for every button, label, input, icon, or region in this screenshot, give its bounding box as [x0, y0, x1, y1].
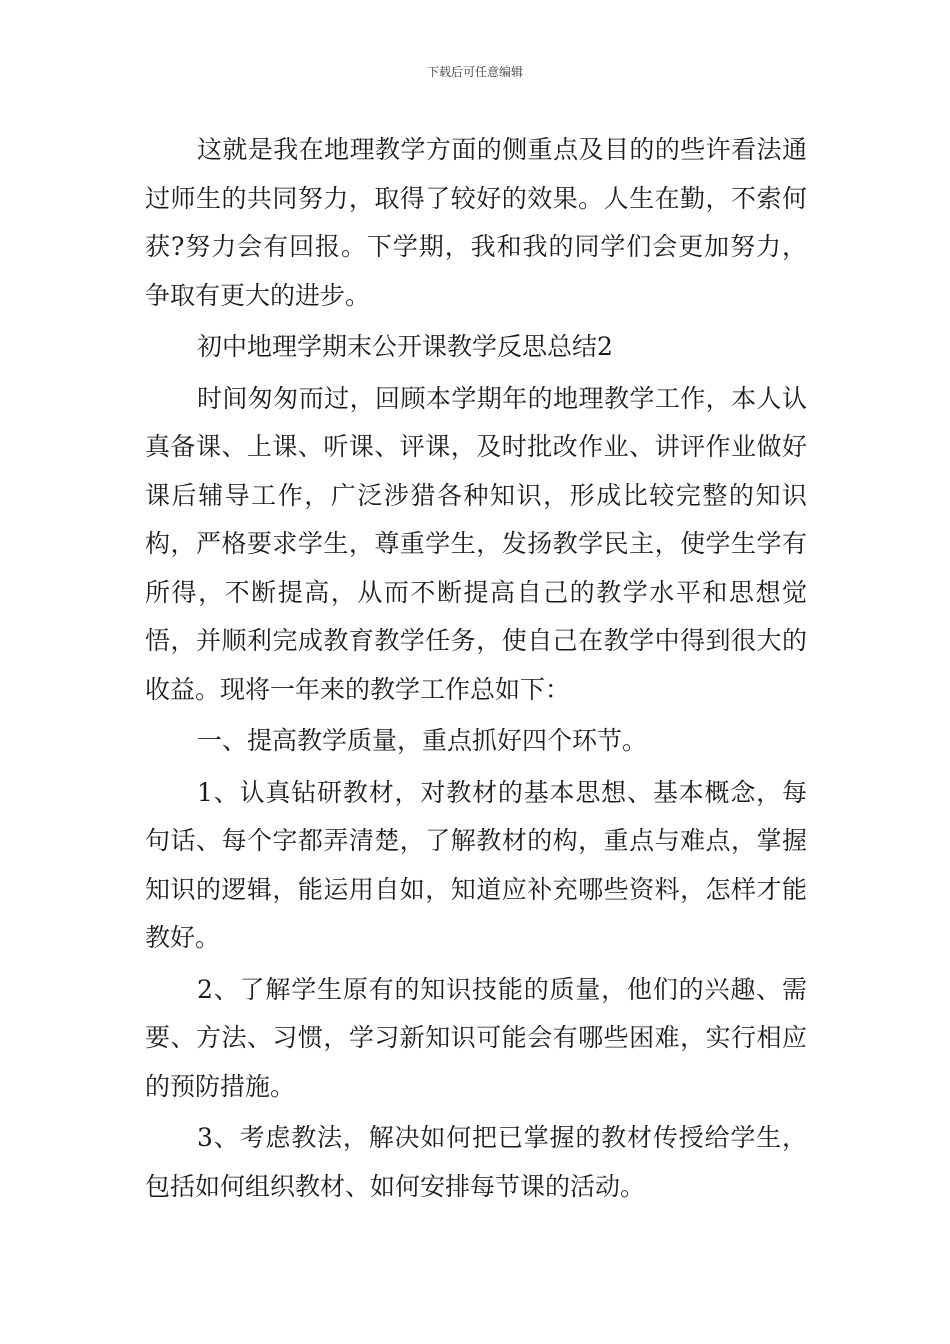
- paragraph-item-1: 1、认真钻研教材，对教材的基本思想、基本概念，每句话、每个字都弄清楚，了解教材的构，重点与难点，掌握知识的逻辑，能运用自如，知道应补充哪些资料，怎样才能教好。: [145, 777, 807, 952]
- paragraph-conclusion: 这就是我在地理教学方面的侧重点及目的的些许看法通过师生的共同努力，取得了较好的效果。人生在勤，不索何获?努力会有回报。下学期，我和我的同学们会更加努力，争取有更大的进步。: [145, 135, 807, 310]
- paragraph-item-3: 3、考虑教法，解决如何把已掌握的教材传授给学生，包括如何组织教材、如何安排每节课的活动。: [145, 1123, 807, 1201]
- paragraph-intro: 时间匆匆而过，回顾本学期年的地理教学工作，本人认真备课、上课、听课、评课，及时批改作业、讲评作业做好课后辅导工作，广泛涉猎各种知识，形成比较完整的知识构，严格要求学生，尊重学生，发扬教学民主，使学生学有所得，不断提高，从而不断提高自己的教学水平和思想觉悟，并顺利完成教育教学任务，使自己在教学中得到很大的收益。现将一年来的教学工作总如下：: [145, 383, 807, 704]
- page-header: 下载后可任意编辑: [426, 65, 523, 79]
- paragraph-item-2: 2、了解学生原有的知识技能的质量，他们的兴趣、需要、方法、习惯，学习新知识可能会有哪些困难，实行相应的预防措施。: [145, 974, 807, 1101]
- document-body: [145, 126, 807, 1211]
- paragraph-heading-one: 一、提高教学质量，重点抓好四个环节。: [197, 726, 648, 755]
- section-title: 初中地理学期末公开课教学反思总结2: [197, 332, 613, 361]
